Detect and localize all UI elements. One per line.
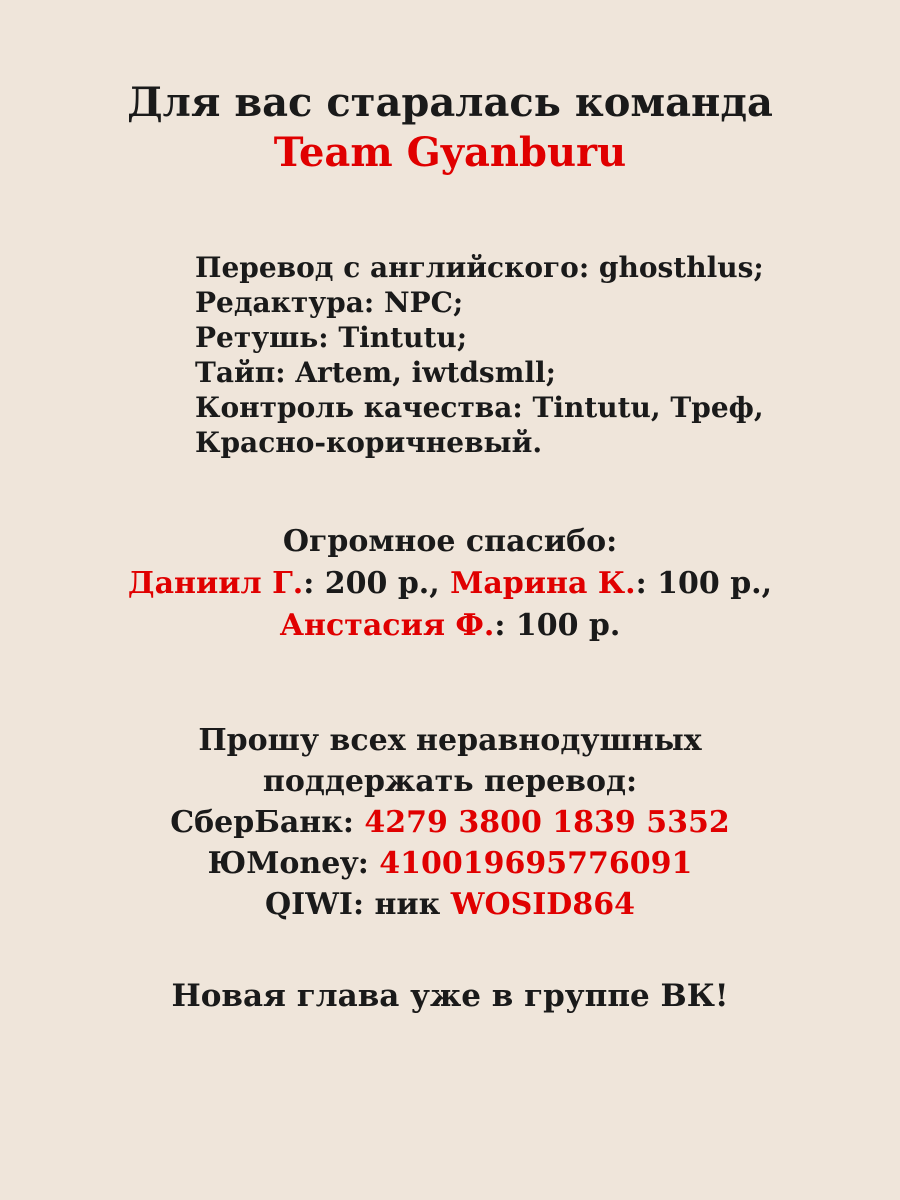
credit-translation: Перевод с английского: ghosthlus;: [195, 251, 764, 284]
credit-editing: Редактура: NPC;: [195, 286, 464, 319]
support-line1: Прошу всех неравнодушных: [198, 723, 702, 758]
credit-quality-line1: Контроль качества: Tintutu, Треф,: [195, 391, 764, 424]
news-notice: Новая глава уже в группе ВК!: [171, 978, 729, 1014]
qiwi-label: QIWI: ник: [265, 887, 451, 922]
donor-line-1: [0, 563, 900, 605]
sber-card-number: 4279 3800 1839 5352: [364, 805, 730, 840]
donor-amount: : 100 р.,: [635, 566, 773, 601]
credit-quality-line2: Красно-коричневый.: [195, 426, 543, 459]
thanks-title: Огромное спасибо:: [282, 524, 618, 559]
header: [0, 78, 900, 178]
thanks-section: [0, 521, 900, 647]
qiwi-nick: WOSID864: [450, 887, 635, 922]
yumoney-number: 410019695776091: [379, 846, 693, 881]
donor-amount: : 200 р.,: [303, 566, 451, 601]
team-name: Team Gyanburu: [273, 129, 627, 176]
yumoney-line: [0, 843, 900, 884]
support-line2: поддержать перевод:: [262, 764, 638, 799]
sber-line: [0, 802, 900, 843]
donor-name: Марина К.: [450, 566, 636, 601]
donor-name: Анстасия Ф.: [279, 608, 495, 643]
support-section: [0, 720, 900, 925]
credit-typeset: Тайп: Artem, iwtdsmll;: [195, 356, 556, 389]
header-title: Для вас старалась команда: [127, 79, 773, 126]
credits-list: [195, 250, 875, 460]
qiwi-line: [0, 884, 900, 925]
credit-retouch: Ретушь: Tintutu;: [195, 321, 468, 354]
donor-line-2: [0, 605, 900, 647]
yumoney-label: ЮMoney:: [207, 846, 380, 881]
donor-amount: : 100 р.: [494, 608, 621, 643]
donor-name: Даниил Г.: [127, 566, 304, 601]
sber-label: СберБанк:: [170, 805, 365, 840]
